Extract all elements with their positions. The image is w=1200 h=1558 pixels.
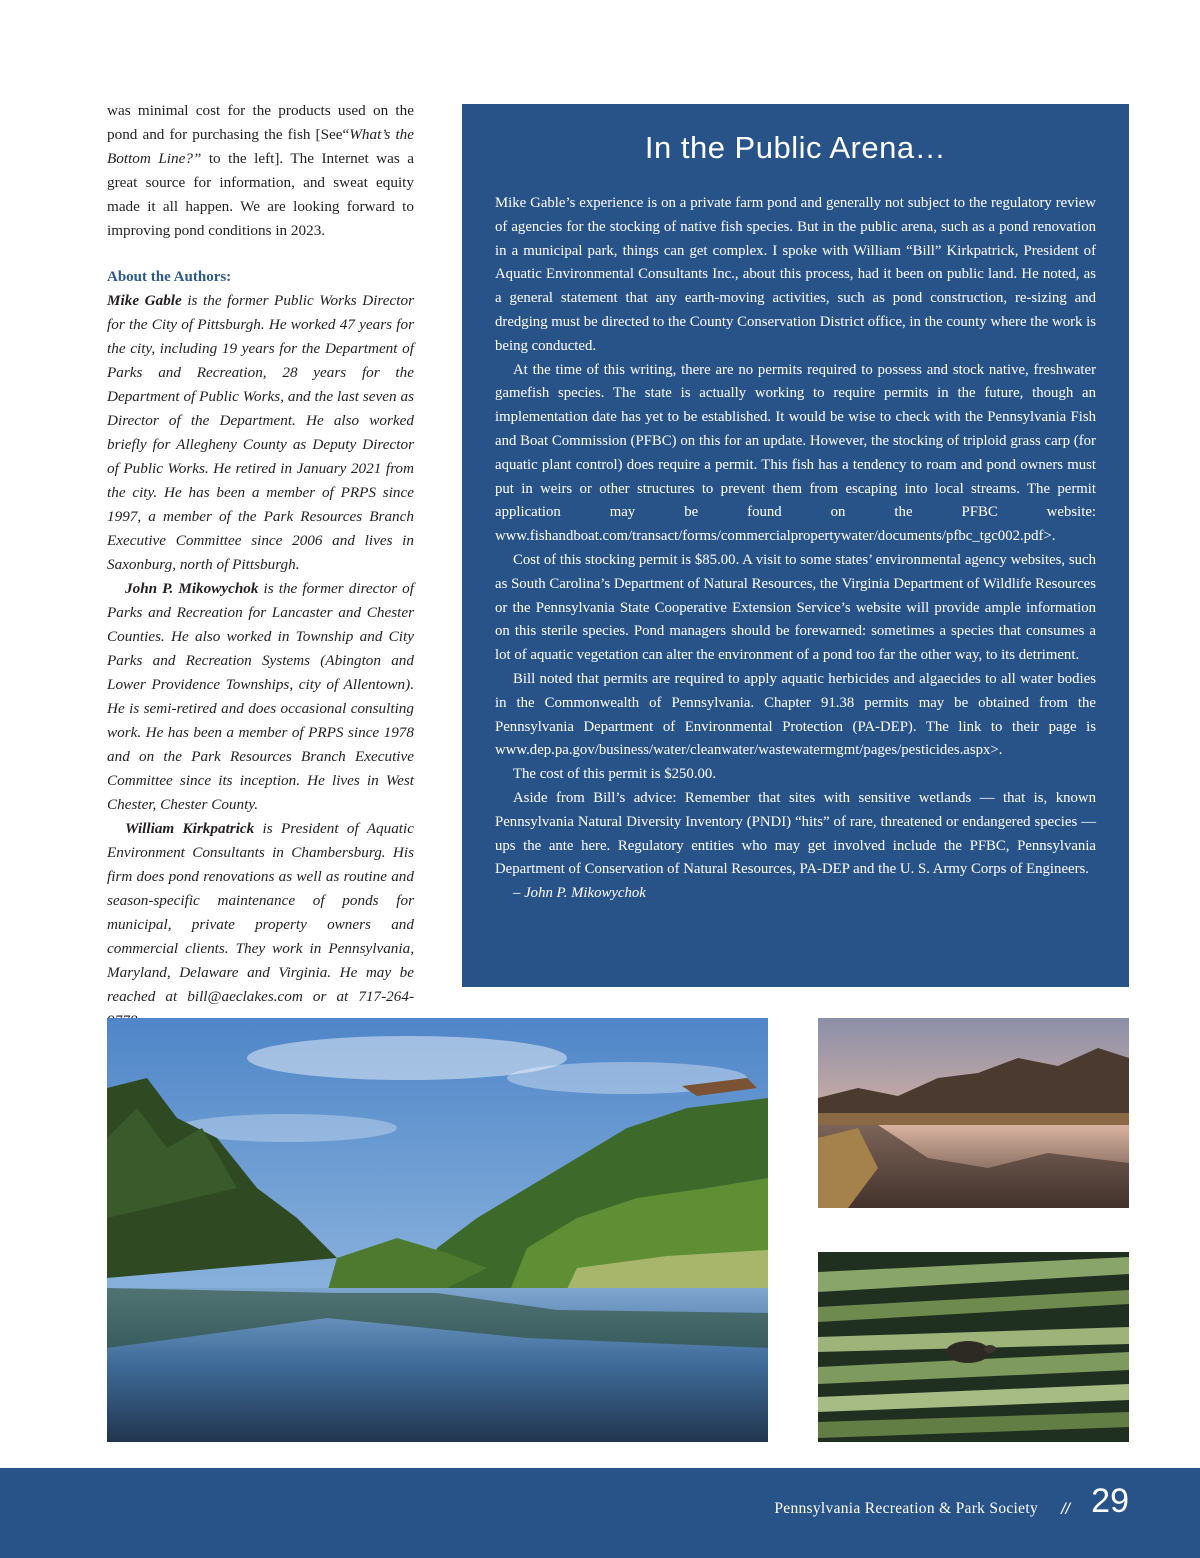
bio-name: John P. Mikowychok	[125, 580, 259, 597]
bio-name: William Kirkpatrick	[125, 820, 255, 837]
sidebar-paragraph: Mike Gable’s experience is on a private farm pond and generally not subject to the regulatory review of agencies for the stocking of native fish species. But in the public arena, such as a pond renovation in a municipal park, things can get complex. I spoke with William “Bill” Kirkpatrick, President of Aquatic Environmental Consultants Inc., about this process, had it been on public land. He noted, as a general statement that any earth-moving activities, such as pond construction, re-sizing and dredging must be directed to the County Conservation District office, in the county where the work is being conducted.	[495, 195, 1096, 354]
public-arena-sidebar	[462, 104, 1129, 987]
sidebar-paragraph: At the time of this writing, there are no permits required to possess and stock native, freshwater gamefish species. The state is actually working to require permits in the future, though an implementation date has yet to be established. It would be wise to check with the Pennsylvania Fish and Boat Commission (PFBC) on this for an update. However, the stocking of triploid grass carp (for aquatic plant control) does require a permit. This fish has a tendency to roam and pond owners must put in weirs or other structures to prevent them from escaping into local streams. The permit application may be found on the PFBC website: www.fishandboat.com/transact/forms/commercialpropertywater/documents/pfbc_tgc002.pdf>.	[495, 361, 1096, 545]
page-number: 29	[1091, 1482, 1129, 1520]
footer-separator: //	[1061, 1501, 1070, 1518]
intro-text-italic: What’s the Bottom Line?”	[107, 126, 414, 167]
bio-text: is the former director of Parks and Recreation for Lancaster and Chester Counties. He also worked in Township and City Parks and Recreation Systems (Abington and Lower Providence Townships, city of Allentown). He is semi-retired and does occasional consulting work. He has been a member of PRPS since 1978 and on the Park Resources Branch Executive Committee since its inception. He lives in West Chester, Chester County.	[107, 580, 414, 813]
bio-text: is the former Public Works Director for the City of Pittsburgh. He worked 47 years for the city, including 19 years for the Department of Parks and Recreation, 28 years for the Department of Public Works, and the last seven as Director of the Department. He also worked briefly for Allegheny County as Deputy Director of Public Works. He retired in January 2021 from the city. He has been a member of PRPS since 1997, a member of the Park Resources Branch Executive Committee since 2006 and lives in Saxonburg, north of Pittsburgh.	[107, 292, 414, 573]
sidebar-title: In the Public Arena…	[644, 130, 947, 165]
bio-text: is President of Aquatic Environment Consultants in Chambersburg. His firm does pond renovations as well as routine and season-specific maintenance of ponds for municipal, private property owners and commercial clients. They work in Pennsylvania, Maryland, Delaware and Virginia. He may be reached at bill@aeclakes.com or at 717-264-	[107, 820, 414, 1005]
footer-organization: Pennsylvania Recreation & Park Society	[774, 1500, 1038, 1517]
sidebar-paragraph: The cost of this permit is $250.00.	[513, 766, 717, 783]
pond-sunset-photo	[818, 1018, 1129, 1208]
turtle-on-reeds-photo	[818, 1252, 1129, 1442]
bio-name: Mike Gable	[107, 292, 182, 309]
sidebar-paragraph: Aside from Bill’s advice: Remember that sites with sensitive wetlands — that is, known Pennsylvania Natural Diversity Inventory (PNDI) “hits” of rare, threatened or endangered species — ups the ante here. Regulatory entities who may get involved include the PFBC, Pennsylvania Department of Conservation of Natural Resources, PA-DEP and the U. S. Army Corps of Engineers.	[495, 789, 1096, 878]
bio-william-kirkpatrick	[107, 817, 414, 1033]
left-column	[107, 99, 414, 1033]
bio-john-mikowychok	[107, 577, 414, 817]
sidebar-signature: – John P. Mikowychok	[513, 885, 646, 902]
bio-mike-gable	[107, 289, 414, 577]
intro-paragraph	[107, 99, 414, 243]
sidebar-paragraph: Cost of this stocking permit is $85.00. A visit to some states’ environmental agency websites, such as South Carolina’s Department of Natural Resources, the Virginia Department of Wildlife Resources or the Pennsylvania State Cooperative Extension Service’s website will provide ample information on this sterile species. Pond managers should be forewarned: sometimes a species that consumes a lot of aquatic vegetation can alter the environment of a pond too far the other way, to its detriment.	[495, 551, 1096, 664]
page-footer	[0, 1468, 1200, 1558]
pond-summer-photo	[107, 1018, 768, 1442]
intro-text-start: was minimal cost for the products used on the pond and for purchasing the fish [See“	[107, 102, 414, 143]
sidebar-paragraph: Bill noted that permits are required to apply aquatic herbicides and algaecides to all water bodies in the Commonwealth of Pennsylvania. Chapter 91.38 permits may be obtained from the Pennsylvania Department of Environmental Protection (PA-DEP). The link to their page is www.dep.pa.gov/business/water/cleanwater/wastewatermgmt/pages/pesticides.aspx>.	[495, 670, 1096, 759]
about-authors-heading: About the Authors:	[107, 269, 232, 285]
intro-text-end: to the left]. The Internet was a great source for information, and sweat equity made it all happen. We are looking forward to improving pond conditions in 2023.	[107, 150, 414, 239]
